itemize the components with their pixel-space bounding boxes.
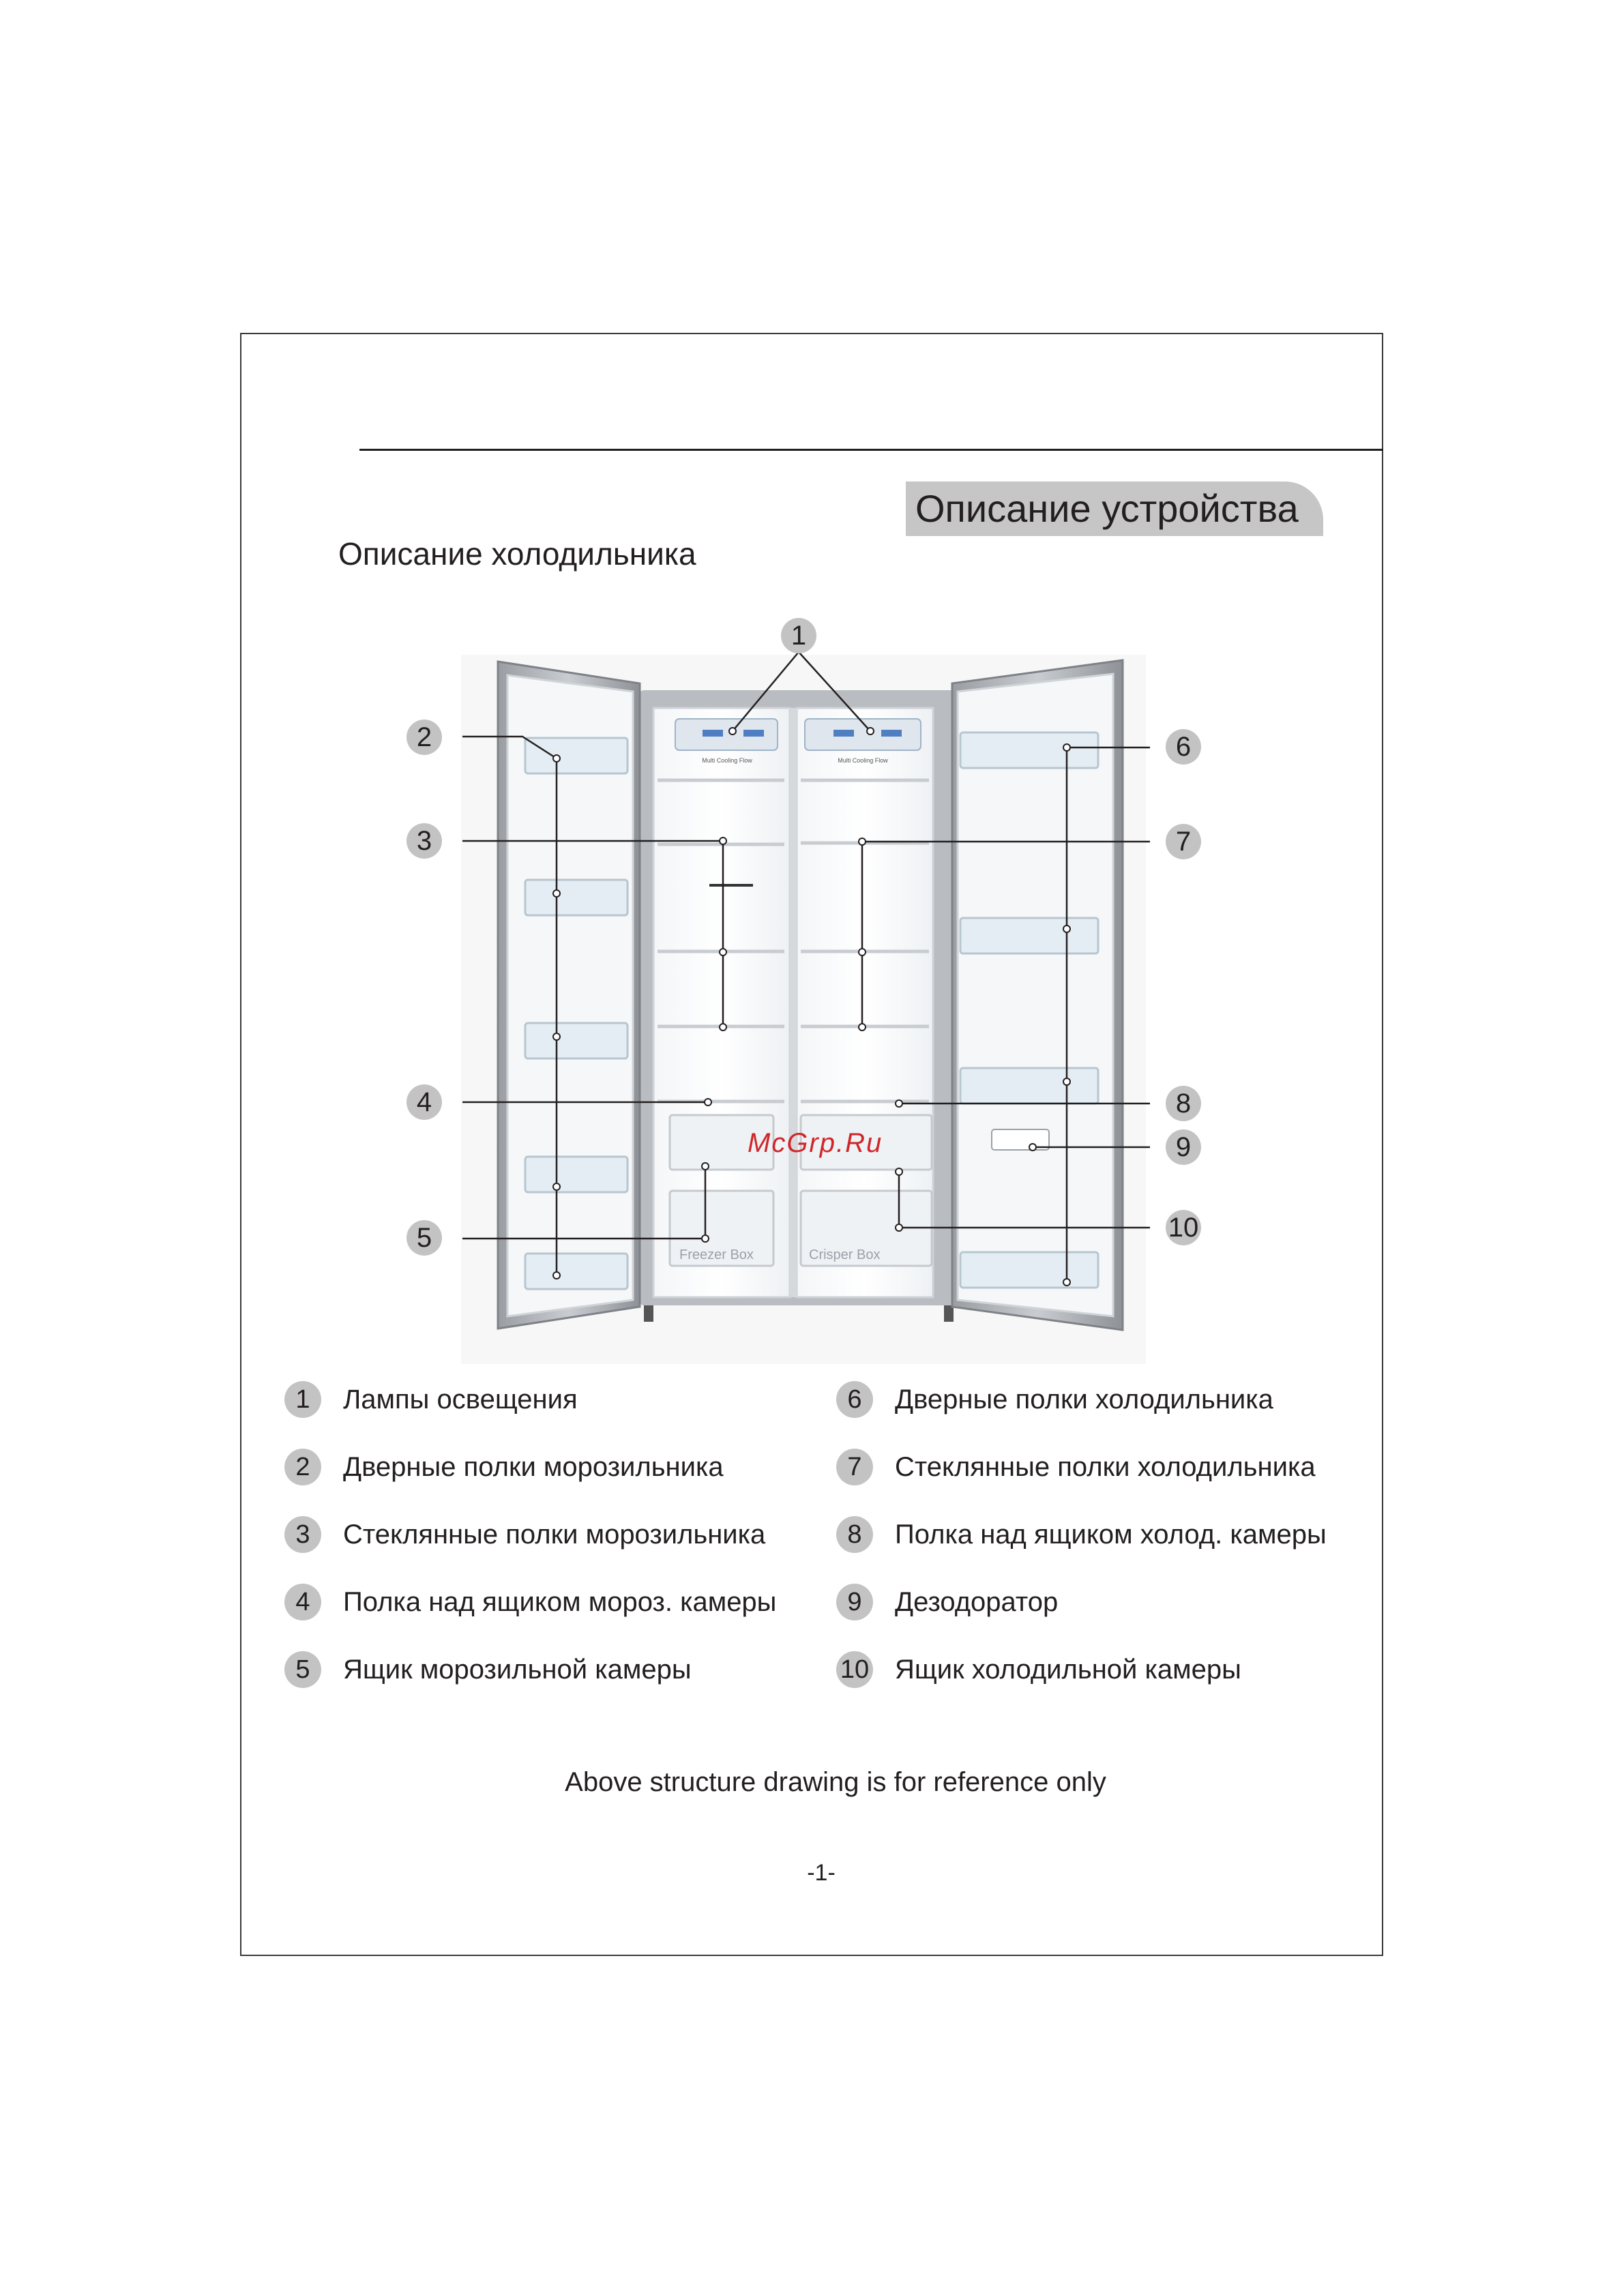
legend-label: Стеклянные полки холодильника xyxy=(895,1452,1316,1482)
left-lamp-b xyxy=(743,730,764,737)
callout-8 xyxy=(1166,1086,1201,1121)
left-lamp-label: Multi Cooling Flow xyxy=(702,757,752,764)
legend-label: Дверные полки морозильника xyxy=(343,1452,724,1482)
svg-text:5: 5 xyxy=(416,1223,432,1253)
svg-text:2: 2 xyxy=(416,722,432,752)
legend-label: Ящик холодильной камеры xyxy=(895,1655,1241,1685)
legend-number-badge: 10 xyxy=(836,1651,873,1688)
foot-right xyxy=(944,1305,954,1322)
legend-number-badge: 4 xyxy=(284,1584,321,1620)
svg-text:8: 8 xyxy=(1175,1089,1192,1119)
svg-text:9: 9 xyxy=(1175,1132,1192,1162)
freezer-door xyxy=(498,662,640,1329)
legend-number-badge: 5 xyxy=(284,1651,321,1688)
callout-6 xyxy=(1166,729,1201,765)
reference-footnote: Above structure drawing is for reference only xyxy=(565,1767,1106,1797)
callout-4 xyxy=(407,1084,442,1120)
legend-label: Дверные полки холодильника xyxy=(895,1385,1273,1415)
legend-label: Лампы освещения xyxy=(343,1385,578,1415)
callout-3 xyxy=(407,823,442,859)
legend-number-badge: 1 xyxy=(284,1381,321,1418)
svg-text:4: 4 xyxy=(416,1087,432,1117)
callout-1 xyxy=(781,618,816,653)
legend-label: Полка над ящиком мороз. камеры xyxy=(343,1587,777,1617)
legend-label: Стеклянные полки морозильника xyxy=(343,1520,766,1550)
left-lamp-a xyxy=(703,730,723,737)
freezer-box-label: Freezer Box xyxy=(679,1247,754,1262)
watermark: McGrp.Ru xyxy=(748,1128,883,1158)
crisper-box-label: Crisper Box xyxy=(809,1247,881,1262)
svg-text:7: 7 xyxy=(1175,827,1192,857)
legend-number-badge: 7 xyxy=(836,1449,873,1485)
callout-10 xyxy=(1166,1210,1201,1245)
fridge-door xyxy=(952,660,1123,1330)
legend-label: Полка над ящиком холод. камеры xyxy=(895,1520,1327,1550)
right-lamp-a xyxy=(833,730,854,737)
foot-left xyxy=(644,1305,653,1322)
callout-2 xyxy=(407,720,442,755)
legend-number-badge: 9 xyxy=(836,1584,873,1620)
legend-number-badge: 6 xyxy=(836,1381,873,1418)
legend-number-badge: 3 xyxy=(284,1516,321,1553)
legend-number-badge: 2 xyxy=(284,1449,321,1485)
callout-5 xyxy=(407,1220,442,1256)
page-subtitle: Описание холодильника xyxy=(338,536,696,572)
svg-text:6: 6 xyxy=(1175,732,1192,762)
callout-7 xyxy=(1166,824,1201,859)
center-divider xyxy=(790,708,797,1297)
svg-text:1: 1 xyxy=(791,621,807,651)
legend-label: Дезодоратор xyxy=(895,1587,1059,1617)
svg-text:3: 3 xyxy=(416,826,432,856)
legend-label: Ящик морозильной камеры xyxy=(343,1655,692,1685)
right-lamp-label: Multi Cooling Flow xyxy=(838,757,888,764)
callout-9 xyxy=(1166,1129,1201,1165)
legend-number-badge: 8 xyxy=(836,1516,873,1553)
section-title: Описание устройства xyxy=(915,487,1299,530)
page-number: -1- xyxy=(807,1860,836,1886)
svg-text:10: 10 xyxy=(1168,1213,1199,1243)
right-lamp-b xyxy=(881,730,902,737)
